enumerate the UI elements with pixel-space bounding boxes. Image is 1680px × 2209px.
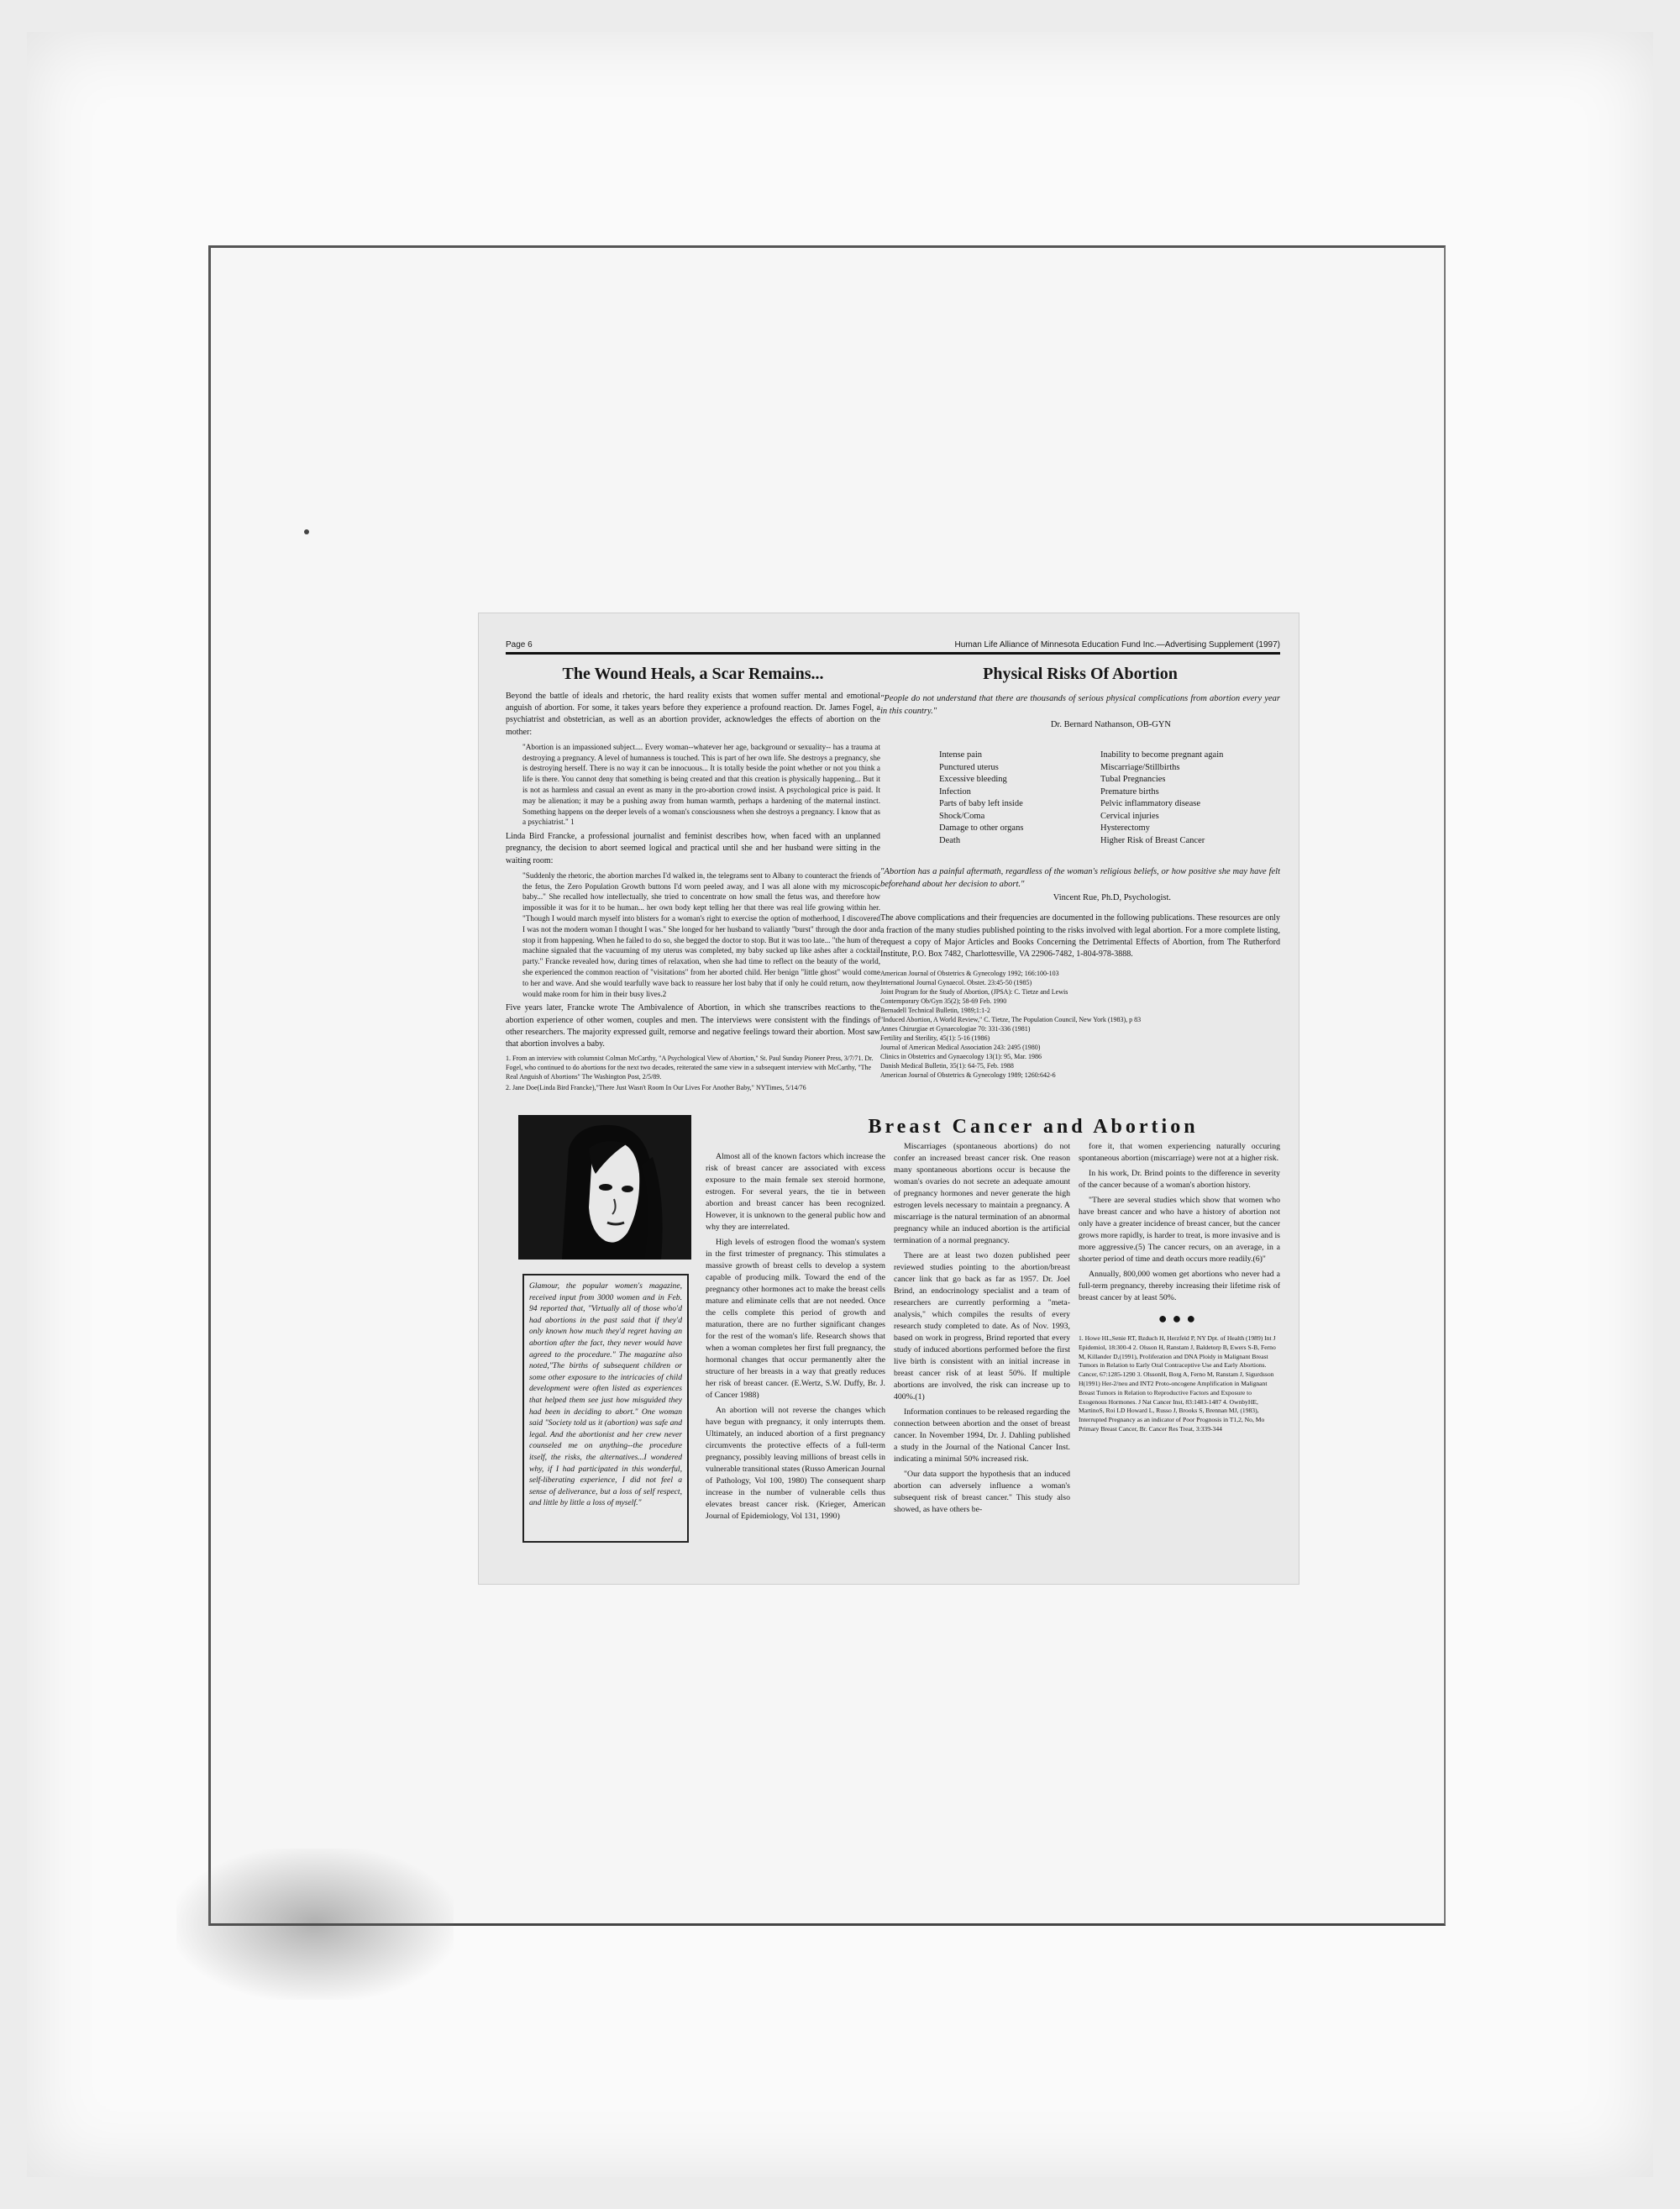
risks-references [880, 969, 1280, 1080]
risks-table [880, 749, 1280, 847]
scan-speck [304, 529, 309, 534]
risk-row [880, 786, 1280, 799]
wound-paragraph: Linda Bird Francke, a professional journalist and feminist describes how, when faced with an unplanned pregnancy, the decision to abort seemed logical and practical until she and her husband were sitting in the waiting room: [506, 832, 880, 865]
risk-item: Excessive bleeding [939, 775, 1007, 785]
risk-row [880, 811, 1280, 823]
risks-title: Physical Risks Of Abortion [983, 665, 1178, 683]
reference: Bernadell Technical Bulletin, 1989;1:1-2 [880, 1007, 990, 1015]
risk-item: Infection [939, 786, 971, 797]
glamour-sidebar: Glamour, the popular women's magazine, received input from 3000 women and in Feb. 94 reported that, "Virtually all of those who'd had abortions in the past said that if they'd only known how much they'd regret having an abortion after the fact, they never would have agreed to the procedure." The magazine also noted,"The births of subsequent children or some other exposure to the intricacies of child development were often listed as experiences that helped them see just how misguided they had been in deciding to abort." One woman said "Society told us it (abortion) was safe and legal. And the abortionist and her crew never counseled me on anything--the procedure itself, the risks, the alternatives...I wondered why, if I had participated in this wonderful, self-liberating experience, I did not feel a sense of deliverance, but a loss of self respect, and little by little a loss of myself." [522, 1274, 689, 1543]
reference: Contemporary Ob/Gyn 35(2); 58-69 Feb. 1990 [880, 997, 1007, 1006]
newspaper-page [479, 613, 1299, 1584]
section-divider-dots: ●●● [1158, 1310, 1201, 1327]
bc-paragraph: In his work, Dr. Brind points to the difference in severity of the cancer because of a woman's abortion history. [1079, 1169, 1280, 1190]
risk-row [880, 835, 1280, 848]
woman-portrait-photo [518, 1115, 691, 1260]
reference: American Journal of Obstetrics & Gynecology 1989; 1260:642-6 [880, 1071, 1056, 1080]
wound-paragraph: Five years later, Francke wrote The Ambivalence of Abortion, in which she transcribes reactions to the abortion experience of other women, couples and men. The interviews were consistent with the findings of other researchers. The majority expressed guilt, remorse and negative feelings toward their abortion. Most saw that abortion involves a baby. [506, 1003, 880, 1049]
footnote: 1. From an interview with columnist Colman McCarthy, "A Psychological View of Abortion," St. Paul Sunday Pioneer Press, 3/7/71. Dr. Fogel, who continued to do abortions for the next two decades, reiterated the same view in a subsequent interview with McCarthy, "The Real Anguish of Abortions" The Washington Post, 2/5/89. [506, 1055, 874, 1081]
risk-item: Shock/Coma [939, 811, 985, 821]
bc-paragraph: There are at least two dozen published peer reviewed studies pointing to the abortion/breast cancer link that go back as far as 1957. Dr. Joel Brind, an endocrinology specialist and a team of researchers are currently performing a "meta-analysis," which compiles the results of every research study completed to date. As of Nov. 1993, based on work in progress, Brind reported that every study of induced abortions performed before the first live birth is consistent with an initial increase in breast cancer risk of at least 50%. If multiple abortions are involved, the risk can increase up to 400%.(1) [894, 1251, 1070, 1402]
risk-item: Hysterectomy [1100, 823, 1150, 834]
risk-row [880, 774, 1280, 786]
quote-attribution: Dr. Bernard Nathanson, OB-GYN [1050, 720, 1171, 729]
wound-paragraph: Beyond the battle of ideals and rhetoric, the hard reality exists that women suffer mental and emotional anguish of abortion. For some, it takes years before they experience a profound reaction. Dr. James Fogel, a psychiatrist and obstetrician, as well as an abortion provider, acknowledges the effects of abortion on the mother: [506, 692, 880, 737]
reference: "Induced Abortion, A World Review," C. Tietze, The Population Council, New York (1983), p 83 [880, 1016, 1142, 1024]
breast-column-3 [1079, 1141, 1280, 1554]
risk-item: Miscarriage/Stillbirths [1100, 762, 1180, 772]
risk-item: Higher Risk of Breast Cancer [1100, 835, 1205, 845]
bc-paragraph: Information continues to be released regarding the connection between abortion and the onset of breast cancer. In November 1994, Dr. J. Dahling published a study in the Journal of the National Cancer Inst. indicating a minimal 50% increased risk. [894, 1407, 1070, 1464]
wound-quote: "Suddenly the rhetoric, the abortion marches I'd walked in, the telegrams sent to Albany to counteract the friends of the fetus, the Zero Population Growth buttons I'd worn peeled away, and I was all alone with my microscopic baby..." She recalled how intellectually, she tried to concentrate on how small the fetus was, and therefore how impossible it was for it to be human... her own body kept telling her that there was real life growing within her. "Though I would march myself into blisters for a woman's right to exercise the option of motherhood, I discovered I was not the modern woman I thought I was." She longed for her husband to valiantly "burst" through the door and stop it from happening. When he failed to do so, she begged the doctor to stop. But it was too late... "the hum of the machine signaled that the vacuuming of my uterus was completed, my baby sucked up like ashes after a cocktail party." Francke revealed how, during times of relaxation, when she had time to reflect on the beauty of the world, she experienced the common reaction of "visitations" from her aborted child. Her benign "little ghost" would come to her and wave. And she would tearfully wave back to reassure her lost baby that if only he could return, now they would make room for him in their busy lives.2 [522, 870, 880, 998]
bc-paragraph: Almost all of the known factors which increase the risk of breast cancer are associated with excess exposure to the main female sex steroid hormone, estrogen. For several years, the tie in between abortion and breast cancer has been recognized. However, it is unknown to the general public how and why they are interrelated. [706, 1152, 885, 1232]
risk-item: Intense pain [939, 750, 983, 760]
breast-cancer-title: Breast Cancer and Abortion [868, 1116, 1199, 1138]
bc-paragraph: "Our data support the hypothesis that an induced abortion can adversely influence a woman's subsequent risk of breast cancer." This study also showed, as have others be- [894, 1470, 1070, 1514]
reference: Fertility and Sterility, 45(1): 5-16 (1986) [880, 1034, 990, 1043]
risk-row [880, 762, 1280, 775]
breast-references: 1. Howe HL,Senie RT, Bzduch H, Herzfeld P, NY Dpt. of Health (1989) Int J Epidemiol, 18:300-4 2. Olsson H, Ranstam J, Baldetorp B, Ewers S-B, Ferno M, Killander D,(1991), Proliferation and DNA Ploidy in Malignant Breast Tumors in Relation to Early Oral Contraceptive Use and Early Abortions. Cancer, 67:1285-1290 3. OlssonH, Borg A, Ferno M, Ranstam J, Sigurdsson H(1991) Her-2/neu and INT2 Proto-oncogene Amplification in Malignant Breast Tumors in Relation to Reproductive Factors and Exposure to Exogenous Hormones. J Nat Cancer Inst, 83:1483-1487 4. OwnbyHE, MartinoS, Roi LD Howard L, Russo J, Brooks S, Brennan MJ, (1983), Interrupted Pregnancy as an indicator of Poor Prognosis in T1,2, No, Mo Primary Breast Cancer, Br. Cancer Res Treat, 3:339-344 [1079, 1334, 1276, 1433]
risk-item: Pelvic inflammatory disease [1100, 799, 1200, 809]
bc-paragraph: "There are several studies which show that women who have breast cancer and who have a history of abortion not only have a greater incidence of breast cancer, but the cancer grows more rapidly, is harder to treat, is more invasive and is more aggressive.(5) The cancer recurs, on an average, in a shorter period of time and death occurs more readily.(6)" [1079, 1196, 1280, 1264]
risk-item: Punctured uterus [939, 762, 999, 772]
bc-paragraph: An abortion will not reverse the changes which have begun with pregnancy, it only interrupts them. Ultimately, an induced abortion of a first pregnancy circumvents the protective effects of a full-term pregnancy, possibly leaving millions of breast cells in vulnerable transitional states (Russo American Journal of Pathology, Vol 100, 1980) The consequent sharp increase in the number of vulnerable cells thus elevates breast cancer risk. (Krieger, American Journal of Epidemiology, Vol 131, 1990) [706, 1406, 885, 1521]
wound-title: The Wound Heals, a Scar Remains... [562, 665, 824, 683]
page-number: Page 6 [506, 639, 533, 650]
risk-item: Premature births [1100, 786, 1159, 797]
risks-article [880, 660, 1280, 1114]
risk-item: Damage to other organs [939, 823, 1024, 834]
page-header [506, 639, 1280, 655]
risk-item: Death [939, 835, 961, 845]
breast-column-1 [706, 1151, 885, 1554]
bc-paragraph: Annually, 800,000 women get abortions who never had a full-term pregnancy, thereby increasing their lifetime risk of breast cancer by at least 50%. [1079, 1270, 1280, 1302]
risk-item: Tubal Pregnancies [1100, 775, 1166, 785]
breast-column-2 [894, 1141, 1070, 1554]
reference: Annes Chirurgiae et Gynaecologiae 70: 331-336 (1981) [880, 1025, 1031, 1033]
risks-body: The above complications and their frequencies are documented in the following publications. These resources are only a fraction of the many studies published pointing to the risks involved with legal abortion. For a more complete listing, request a copy of Major Articles and Books Concerning the Detrimental Effects of Abortion, from The Rutherford Institute, P.O. Box 7482, Charlottesville, VA 22906-7482, 1-804-978-3888. [880, 913, 1280, 960]
reference: Clinics in Obstetrics and Gynaecology 13(1): 95, Mar. 1986 [880, 1053, 1042, 1061]
scan-smudge [176, 1849, 454, 2000]
reference: International Journal Gynaecol. Obstet. 23:45-50 (1985) [880, 979, 1032, 987]
portrait-graphic [518, 1115, 691, 1260]
supplement-line: Human Life Alliance of Minnesota Education Fund Inc.—Advertising Supplement (1997) [954, 639, 1280, 650]
bc-paragraph: fore it, that women experiencing naturally occuring spontaneous abortion (miscarriage) were not at a higher risk. [1079, 1142, 1280, 1163]
risk-row [880, 798, 1280, 811]
risks-quote: "Abortion has a painful aftermath, regardless of the woman's religious beliefs, or how positive she may have felt beforehand about her decision to abort." [880, 867, 1280, 890]
wound-article [506, 660, 880, 1111]
wound-quote: "Abortion is an impassioned subject.... Every woman--whatever her age, background or sexuality-- has a trauma at destroying a pregnancy. A level of humanness is touched. This is part of her own life. She destroys a pregnancy, she is destroying herself. There is no way it can be innocuous... It is totally beside the point whether or not you think a life is there. You cannot deny that something is being created and that this creation is physically happening... But it is not as harmless and casual an event as many in the pro-abortion crowd insist. A psychological price is paid. It may be alienation; it may be a pushing away from human warmth, perhaps a hardening of the maternal instinct. Something happens on the deeper levels of a woman's consciousness when she destroys a pregnancy. I know that as a psychiatrist." 1 [522, 742, 880, 827]
reference: American Journal of Obstetrics & Gynecology 1992; 166:100-103 [880, 970, 1059, 978]
risk-item: Parts of baby left inside [939, 799, 1023, 809]
bc-paragraph: High levels of estrogen flood the woman's system in the first trimester of pregnancy. This stimulates a massive growth of breast cells to develop a system capable of producing milk. Toward the end of the pregnancy other hormones act to make the breast cells mature and eliminate cells that are not needed. Once the cells complete this period of growth and maturation, there are no further significant changes for the rest of the woman's life. Research shows that when a woman completes her first full pregnancy, the hormonal changes that occur permanently alter the structure of her breasts in a way that greatly reduces her risk of breast cancer. (E.Wertz, S.W. Duffy, Br. J. of Cancer 1988) [706, 1238, 885, 1400]
risk-item: Cervical injuries [1100, 811, 1159, 821]
risk-row [880, 749, 1280, 762]
bc-paragraph: Miscarriages (spontaneous abortions) do not confer an increased breast cancer risk. One reason many spontaneous abortions occur is because the woman's ovaries do not secrete an adequate amount of pregnancy hormones and never generate the high estrogen levels necessary to maintain a pregnancy. A miscarriage is the natural termination of an abnormal pregnancy while an induced abortion is the artificial termination of a normal pregnancy. [894, 1142, 1070, 1245]
footnote: 2. Jane Doe(Linda Bird Francke),"There Just Wasn't Room In Our Lives For Another Baby," NYTimes, 5/14/76 [506, 1084, 806, 1092]
reference: Joint Program for the Study of Abortion, (JPSA): C. Tietze and Lewis [880, 988, 1068, 997]
risk-item: Inability to become pregnant again [1100, 750, 1224, 760]
quote-attribution: Vincent Rue, Ph.D, Psychologist. [1053, 893, 1171, 903]
reference: Journal of American Medical Association 243: 2495 (1980) [880, 1044, 1041, 1052]
risks-quote: "People do not understand that there are thousands of serious physical complications from abortion every year in this country." [880, 694, 1280, 716]
risk-row [880, 823, 1280, 835]
reference: Danish Medical Bulletin, 35(1): 64-75, Feb. 1988 [880, 1062, 1014, 1070]
